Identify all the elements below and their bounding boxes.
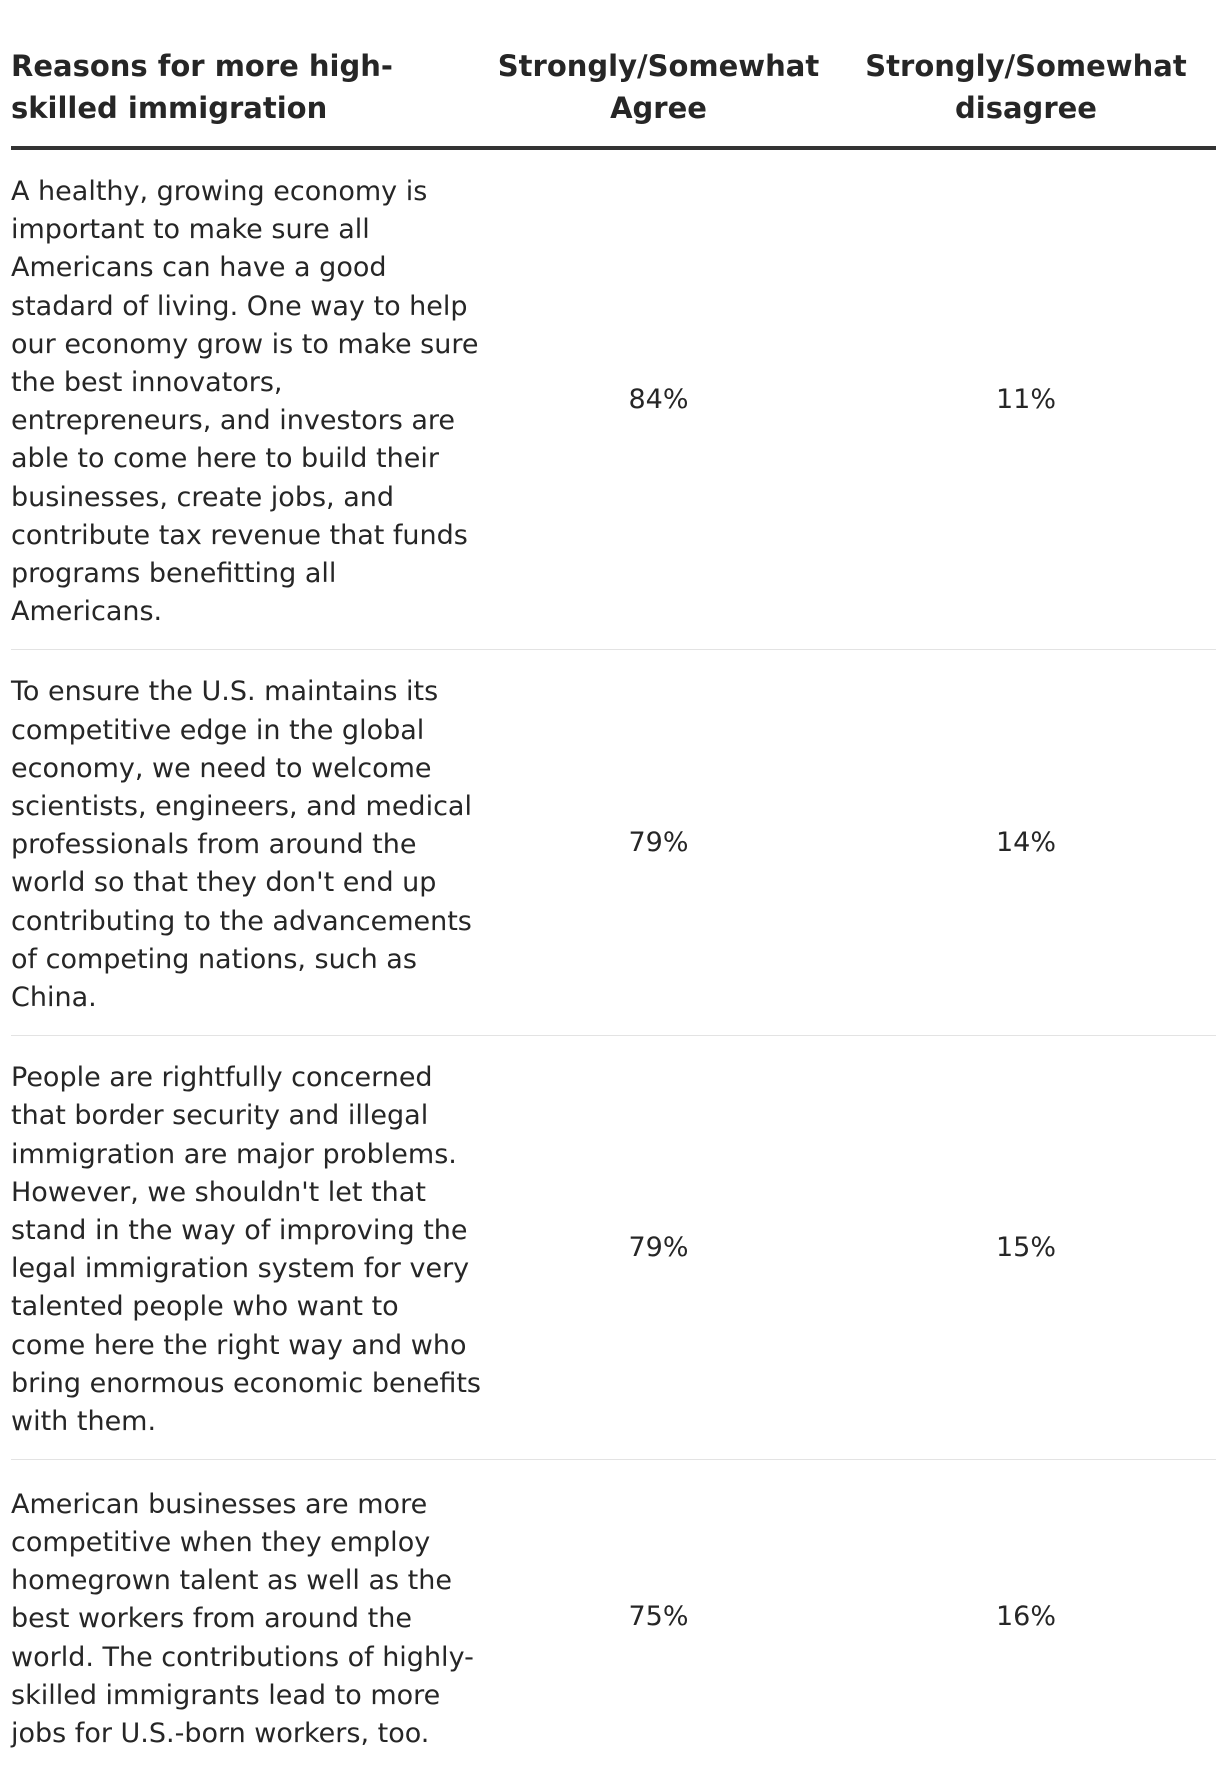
disagree-value: 11% <box>836 148 1216 650</box>
table-body <box>11 148 1216 1774</box>
disagree-value: 14% <box>836 650 1216 1036</box>
reason-cell: American businesses are more competitive when they employ homegrown talent as well as the best workers from around the world. The contributions of highly-skilled immigrants lead to more jobs for U.S.-born workers, too. <box>11 1488 474 1750</box>
column-header-disagree: Strongly/Somewhat disagree <box>836 0 1216 148</box>
reason-cell: To ensure the U.S. maintains its competitive edge in the global economy, we need to welcome scientists, engineers, and medical professionals from around the world so that they don't end up contributing to the advancements of competing nations, such as China. <box>11 650 481 1036</box>
column-header-reasons: Reasons for more high-skilled immigration <box>11 0 481 148</box>
table-row <box>11 650 1216 1036</box>
agree-value: 75% <box>628 1600 689 1632</box>
column-header-agree: Strongly/Somewhat Agree <box>481 0 836 148</box>
header-row <box>11 0 1216 148</box>
table-header <box>11 0 1216 148</box>
agree-value: 84% <box>481 148 836 650</box>
agree-value: 79% <box>481 650 836 1036</box>
agree-value: 79% <box>481 1036 836 1460</box>
disagree-value: 15% <box>836 1036 1216 1460</box>
table-row <box>11 1460 1216 1774</box>
disagree-value: 16% <box>995 1600 1056 1632</box>
reason-cell: People are rightfully concerned that border security and illegal immigration are major problems. However, we shouldn't let that stand in the way of improving the legal immigration system for very talented people who want to come here the right way and who bring enormous economic benefits with them. <box>11 1036 481 1460</box>
reason-cell: A healthy, growing economy is important to make sure all Americans can have a good stadard of living. One way to help our economy grow is to make sure the best innovators, entrepreneurs, and investors are able to come here to build their businesses, create jobs, and contribute tax revenue that funds programs benefitting all Americans. <box>11 148 481 650</box>
table-row <box>11 148 1216 650</box>
survey-table <box>11 0 1216 1774</box>
survey-table-container <box>11 0 1216 1774</box>
table-row <box>11 1036 1216 1460</box>
